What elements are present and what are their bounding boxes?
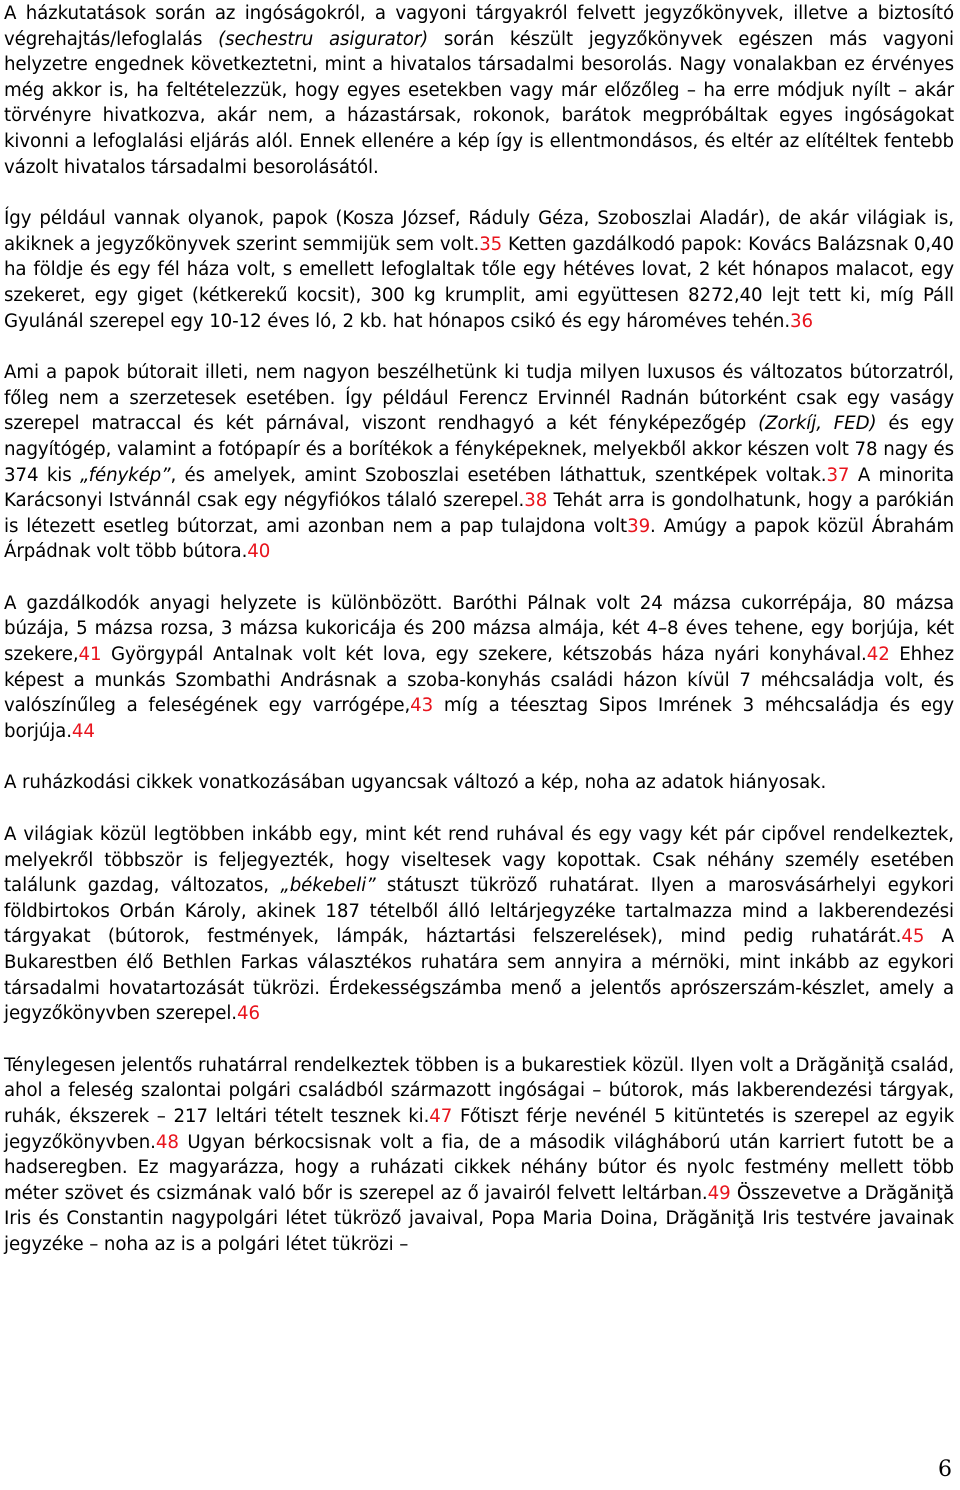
- body-text: A gazdálkodók anyagi helyzete is különbözött. Baróthi Pálnak volt 24 mázsa cukorrépája, 80 mázsa búzája, 5 mázsa rozsa, 3 mázsa kukoricája és 200 mázsa almája, két 4–8 éves tehene, egy borjúja, két szekere,: [4, 592, 954, 666]
- paragraph-gap: [4, 744, 954, 770]
- footnote-ref-link[interactable]: 49: [707, 1182, 731, 1204]
- footnote-ref-link[interactable]: 47: [429, 1105, 453, 1127]
- footnote-ref-link[interactable]: 45: [901, 926, 925, 948]
- body-text: és egy nagyítógép, valamint a fotópapír és a borítékok a fényképeknek, melyekből akkor készen volt 78 nagy és 374 kis: [4, 413, 954, 486]
- paragraph-p6: [4, 822, 954, 1027]
- footnote-ref-link[interactable]: 48: [155, 1131, 179, 1153]
- italic-text: „békebeli”: [280, 875, 376, 897]
- body-text: Összevetve a Drăgăniţă Iris és Constantin nagypolgári létet tükröző javaival, Popa Maria Doina, Drăgăniţă Iris testvére javainak jegyzéke – noha az is a polgári létet tükrözi –: [4, 1182, 954, 1255]
- body-text: A minorita Karácsonyi Istvánnál csak egy négyfiókos tálaló szerepel.: [4, 464, 954, 512]
- body-text: Ugyan bérkocsisnak volt a fia, de a második világháború után karriert futott be a hadseregben. Ez magyarázza, hogy a ruházati cikkek néhány bútor és nyolc festmény mellett több méter szövet és csizmának való bőr is szerepel az ő javairól felvett leltárban.: [4, 1131, 954, 1204]
- paragraph-gap: [4, 180, 954, 206]
- body-text: A Bukarestben élő Bethlen Farkas választékos ruhatára sem annyira a mérnöki, mint inkább az egykori társadalmi hovatartozását tükrözi. Érdekességszámba menő a jelentős aprószerszám-készlet, amely a jegyzőkönyvben szerepel.: [4, 926, 954, 1025]
- footnote-ref-link[interactable]: 44: [71, 720, 95, 742]
- italic-text: (Zorkíj, FED): [758, 413, 877, 435]
- paragraph-p2: [4, 206, 954, 334]
- paragraph-gap: [4, 796, 954, 822]
- body-text: Így például vannak olyanok, papok (Kosza József, Ráduly Géza, Szoboszlai Aladár), de akár világiak is, akiknek a jegyzőkönyvek szerint semmijük sem volt.: [4, 208, 954, 255]
- paragraph-gap: [4, 565, 954, 591]
- page-number: 6: [938, 1457, 952, 1482]
- footnote-ref-link[interactable]: 35: [479, 233, 503, 255]
- footnote-ref-link[interactable]: 43: [410, 695, 434, 717]
- footnote-ref-link[interactable]: 37: [826, 464, 850, 486]
- paragraph-p3: [4, 360, 954, 565]
- footnote-ref-link[interactable]: 39: [627, 515, 651, 537]
- body-text: , és amelyek, amint Szoboszlai esetében láthattuk, szentképek voltak.: [170, 464, 827, 486]
- body-text: . Amúgy a papok közül Ábrahám Árpádnak volt több bútora.: [4, 515, 954, 563]
- body-text: Főtiszt férje nevénél 5 kitüntetés is szerepel az egyik jegyzőkönyvben.: [4, 1105, 954, 1153]
- paragraph-p5: [4, 770, 954, 796]
- paragraph-gap: [4, 1027, 954, 1053]
- paragraph-p1: [4, 1, 954, 180]
- paragraph-p4: [4, 591, 954, 745]
- footnote-ref-link[interactable]: 42: [866, 644, 890, 666]
- footnote-ref-link[interactable]: 38: [524, 490, 548, 512]
- body-text: A ruházkodási cikkek vonatkozásában ugyancsak változó a kép, noha az adatok hiányosak.: [4, 772, 827, 794]
- paragraph-gap: [4, 334, 954, 360]
- body-text: Ténylegesen jelentős ruhatárral rendelkeztek többen is a bukarestiek közül. Ilyen volt a Drăgăniţă család, ahol a feleség szalontai polgári családból származott ingóságai – bútorok, más lakberendezési tárgyak, ruhák, ékszerek – 217 leltári tételt tesznek ki.: [4, 1054, 954, 1127]
- footnote-ref-link[interactable]: 41: [78, 644, 102, 666]
- paragraph-p7: [4, 1053, 954, 1258]
- body-text: Ehhez képest a munkás Szombathi Andrásnak a szoba-konyhás családi házon kívül 7 méhcsaládja volt, és valószínűleg a feleségének egy varrógépe,: [4, 644, 954, 717]
- body-text: A világiak közül legtöbben inkább egy, mint két rend ruhával és egy vagy két pár cipővel rendelkeztek, melyekről többször is feljegyezték, hogy viseltesek vagy kopottak. Csak néhány személy esetében találunk gazdag, változatos,: [4, 824, 954, 897]
- body-text: Tehát arra is gondolhatunk, hogy a parókián is létezett esetleg bútorzat, ami azonban nem a pap tulajdona volt: [4, 490, 955, 537]
- body-text: míg a téesztag Sipos Imrének 3 méhcsaládja és egy borjúja.: [4, 695, 954, 742]
- footnote-ref-link[interactable]: 46: [236, 1003, 260, 1025]
- body-text: Ketten gazdálkodó papok: Kovács Balázsnak 0,40 ha földje és egy fél háza volt, s emellett lefoglaltak tőle egy hétéves lovat, 2 két hónapos malacot, egy szekeret, egy giget (kétkerekű kocsit), 300 kg krumplit, ami együttesen 8272,40 lejt tett ki, míg Páll Gyulánál szerepel egy 10-12 éves ló, 2 kb. hat hónapos csikó és egy hároméves tehén.: [4, 233, 954, 332]
- footnote-ref-link[interactable]: 40: [247, 541, 271, 563]
- italic-text: „fénykép”: [80, 464, 171, 486]
- body-text: Györgypál Antalnak volt két lova, egy szekere, kétszobás háza nyári konyhával.: [101, 644, 867, 666]
- body-text: Ami a papok bútorait illeti, nem nagyon beszélhetünk ki tudja milyen luxusos és változatos bútorzatról, főleg nem a szerzetesek esetében. Így például Ferencz Ervinnél Radnán bútorként csak egy vaságy szerepel matraccal és két párnával, viszont rendhagyó a két fényképezőgép: [4, 362, 954, 435]
- italic-text: (sechestru asigurator): [218, 28, 429, 50]
- body-text: státuszt tükröző ruhatárat. Ilyen a marosvásárhelyi egykori földbirtokos Orbán Károly, akinek 187 tételből álló leltárjegyzéke tartalmazza mind a lakberendezési tárgyakat (bútorok, festmények, lámpák, háztartási felszerelések), mind pedig ruhatárát.: [4, 875, 954, 948]
- body-text: A házkutatások során az ingóságokról, a vagyoni tárgyakról felvett jegyzőkönyvek, illetve a biztosító végrehajtás/lefoglalás: [4, 3, 954, 50]
- document-body: [4, 0, 954, 1258]
- body-text: során készült jegyzőkönyvek egészen más vagyoni helyzetre engednek következtetni, mint a hivatalos társadalmi besorolás. Nagy vonalakban ez érvényes még akkor is, ha feltételezzük, hogy egyes esetekben vagy már előzőleg – ha erre módjuk nyílt – akár törvényre hivatkozva, akár nem, a házastársak, rokonok, barátok megpróbáltak egyes ingóságokat kivonni a lefoglalási eljárás alól. Ennek ellenére a kép így is ellentmondásos, és eltér az elítéltek fentebb vázolt hivatalos társadalmi besorolásától.: [4, 28, 955, 178]
- footnote-ref-link[interactable]: 36: [790, 310, 813, 332]
